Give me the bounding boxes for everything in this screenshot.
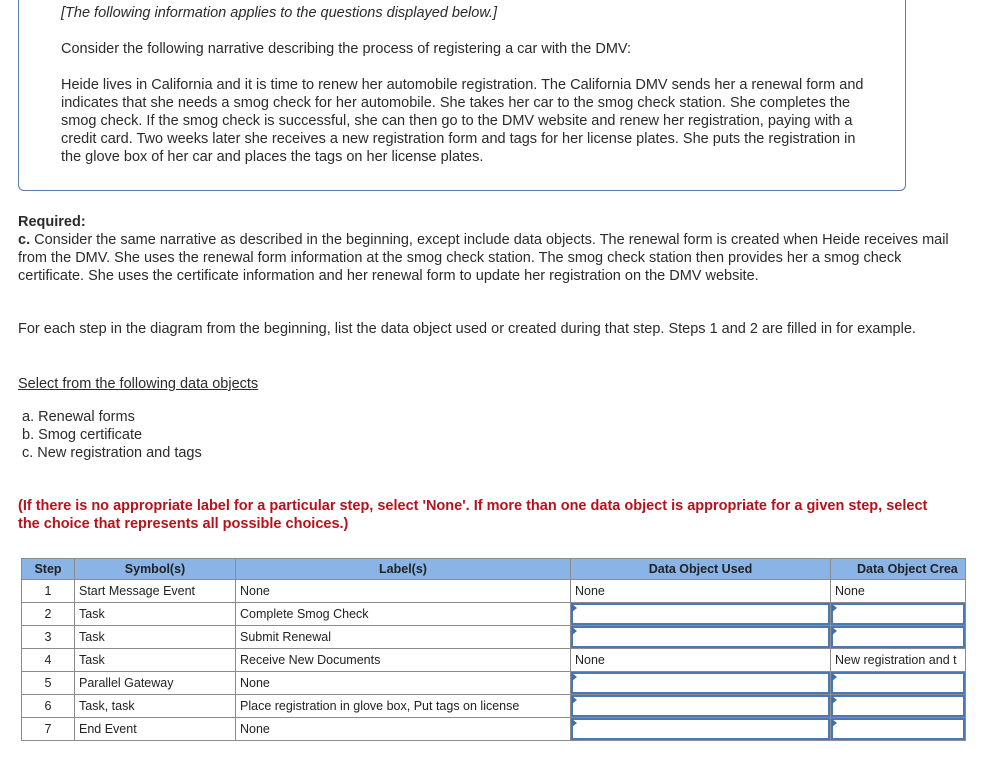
table-row: [22, 649, 966, 672]
select-data-objects-link[interactable]: Select from the following data objects: [18, 376, 259, 392]
part-c-text: [18, 231, 958, 285]
data-used-cell: None: [571, 649, 831, 672]
data-created-dropdown[interactable]: [831, 603, 965, 625]
label-cell: Complete Smog Check: [236, 603, 571, 626]
option-item: c. New registration and tags: [22, 445, 202, 461]
option-item: a. Renewal forms: [22, 409, 135, 425]
step-number: 2: [22, 603, 75, 626]
symbol-cell: Task, task: [75, 695, 236, 718]
data-object-options: [22, 408, 202, 462]
data-created-cell: [831, 626, 966, 649]
step-number: 1: [22, 580, 75, 603]
data-used-cell: [571, 603, 831, 626]
symbol-cell: Start Message Event: [75, 580, 236, 603]
step-number: 4: [22, 649, 75, 672]
data-created-cell: [831, 718, 966, 741]
data-created-dropdown[interactable]: [831, 718, 965, 740]
table-row: [22, 672, 966, 695]
data-used-cell: [571, 626, 831, 649]
data-used-cell: None: [571, 580, 831, 603]
step-number: 3: [22, 626, 75, 649]
option-item: b. Smog certificate: [22, 427, 143, 443]
symbol-cell: Task: [75, 649, 236, 672]
label-cell: None: [236, 580, 571, 603]
step-number: 5: [22, 672, 75, 695]
table-header-row: [22, 559, 966, 580]
required-heading: Required:: [18, 214, 86, 230]
table-row: [22, 718, 966, 741]
data-created-dropdown[interactable]: [831, 626, 965, 648]
symbol-cell: Task: [75, 626, 236, 649]
label-cell: Receive New Documents: [236, 649, 571, 672]
label-cell: None: [236, 718, 571, 741]
header-step: Step: [22, 559, 75, 580]
header-label: Label(s): [236, 559, 571, 580]
header-data-object-created: Data Object Crea: [831, 559, 966, 580]
data-used-cell: [571, 672, 831, 695]
table-row: [22, 603, 966, 626]
data-used-dropdown[interactable]: [571, 603, 830, 625]
data-used-dropdown[interactable]: [571, 626, 830, 648]
step-number: 7: [22, 718, 75, 741]
label-cell: None: [236, 672, 571, 695]
data-created-cell: None: [831, 580, 966, 603]
label-cell: Place registration in glove box, Put tags on license: [236, 695, 571, 718]
table-row: [22, 695, 966, 718]
data-used-dropdown[interactable]: [571, 718, 830, 740]
step-number: 6: [22, 695, 75, 718]
header-symbol: Symbol(s): [75, 559, 236, 580]
data-created-cell: New registration and t: [831, 649, 966, 672]
part-label: c.: [18, 232, 31, 248]
info-narrative: Heide lives in California and it is time to renew her automobile registration. The California DMV sends her a renewal form and indicates that she needs a smog check for her automobile. She takes her car to the smog check station. She completes the smog check. If the smog check is successful, she can then go to the DMV website and renew her registration, paying with a credit card. Two weeks later she receives a new registration form and tags for her license plates. She puts the registration in the glove box of her car and places the tags on her license plates.: [61, 77, 864, 165]
data-used-cell: [571, 695, 831, 718]
table-row: [22, 626, 966, 649]
part-body: Consider the same narrative as described in the beginning, except include data objects. The renewal form is created when Heide receives mail from the DMV. She uses the renewal form information at the smog check station. The smog check station then provides her a smog check certificate. She uses the certificate information and her renewal form to update her registration on the DMV website.: [18, 232, 949, 284]
data-created-dropdown[interactable]: [831, 672, 965, 694]
symbol-cell: Task: [75, 603, 236, 626]
data-created-cell: [831, 672, 966, 695]
label-cell: Submit Renewal: [236, 626, 571, 649]
info-note: [The following information applies to the questions displayed below.]: [61, 5, 498, 21]
data-created-cell: [831, 603, 966, 626]
data-created-cell: [831, 695, 966, 718]
warning-text: (If there is no appropriate label for a particular step, select 'None'. If more than one data object is appropriate for a given step, select the choice that represents all possible choices.): [18, 498, 928, 532]
data-used-cell: [571, 718, 831, 741]
data-used-dropdown[interactable]: [571, 695, 830, 717]
data-used-dropdown[interactable]: [571, 672, 830, 694]
data-created-dropdown[interactable]: [831, 695, 965, 717]
instruction-text: For each step in the diagram from the beginning, list the data object used or created during that step. Steps 1 and 2 are filled in for example.: [18, 321, 916, 337]
info-intro: Consider the following narrative describing the process of registering a car with the DMV:: [61, 41, 632, 57]
symbol-cell: End Event: [75, 718, 236, 741]
header-data-object-used: Data Object Used: [571, 559, 831, 580]
answer-table: [21, 558, 966, 741]
symbol-cell: Parallel Gateway: [75, 672, 236, 695]
table-row: [22, 580, 966, 603]
